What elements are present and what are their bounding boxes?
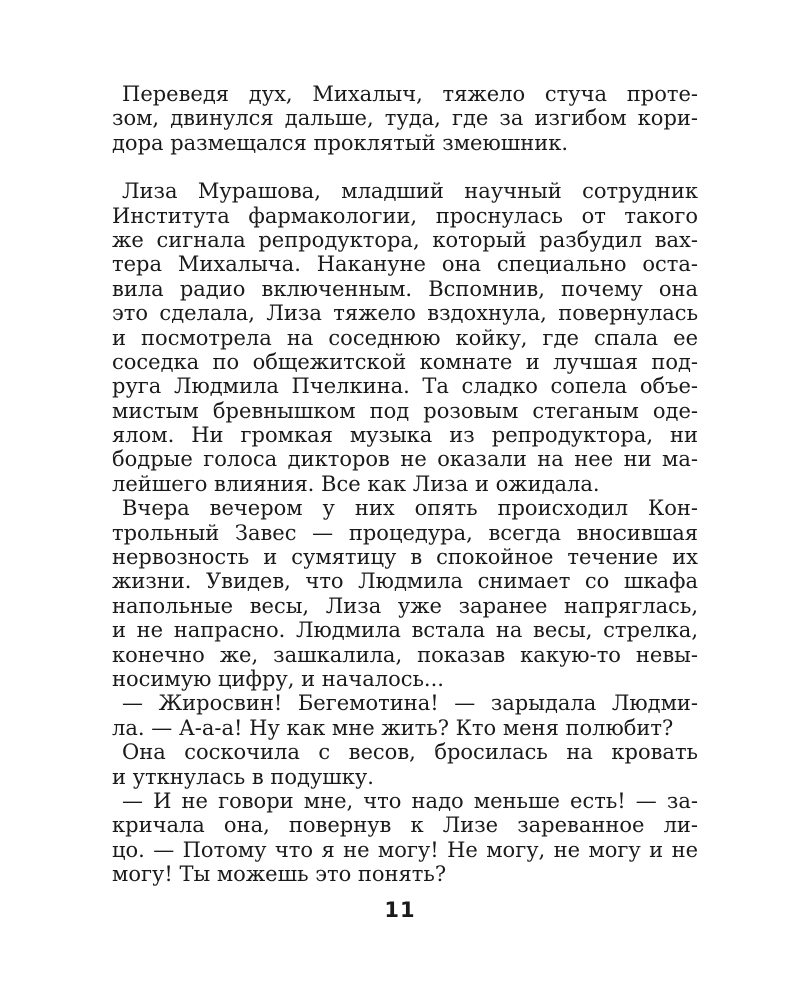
text-line: цо. — Потому что я не могу! Не могу, не могу и не [112, 837, 698, 862]
text-line: конечно же, зашкалила, показав какую-то невы- [112, 642, 698, 667]
text-line: Лиза Мурашова, младший научный сотрудник [122, 179, 698, 204]
text-line: Переведя дух, Михалыч, тяжело стуча проте- [122, 82, 698, 106]
text-line: вила радио включенным. Вспомнив, почему она [112, 276, 698, 301]
text-line: руга Людмила Пчелкина. Та сладко сопела объе- [112, 374, 698, 399]
paragraph-2 [112, 179, 698, 496]
text-line: — И не говори мне, что надо меньше есть! — за- [122, 788, 698, 813]
text-line: носимую цифру, и началось... [112, 666, 444, 691]
text-line: ла. — А-а-а! Ну как мне жить? Кто меня полюбит? [112, 715, 674, 740]
text-line: жизни. Увидев, что Людмила снимает со шкафа [112, 569, 698, 594]
text-line: и не напрасно. Людмила встала на весы, стрелка, [112, 618, 698, 643]
text-line: бодрые голоса дикторов не оказали на нее ни ма- [112, 447, 698, 472]
text-line: же сигнала репродуктора, который разбудил вах- [112, 227, 698, 252]
text-line: соседка по общежитской комнате и лучшая под- [112, 349, 698, 374]
paragraph-3 [112, 496, 698, 691]
text-line: Она соскочила с весов, бросилась на кровать [122, 740, 698, 765]
text-line: кричала она, повернув к Лизе зареванное ли- [112, 813, 698, 838]
text-line: зом, двинулся дальше, туда, где за изгибом кори- [112, 106, 698, 131]
paragraph-4-dialogue [112, 691, 698, 740]
text-line: напольные весы, Лиза уже заранее напряглась, [112, 593, 698, 618]
paragraph-5 [112, 740, 698, 789]
text-line: Вчера вечером у них опять происходил Кон- [122, 496, 698, 521]
text-line: дора размещался проклятый змеюшник. [112, 130, 569, 155]
text-line: лейшего влияния. Все как Лиза и ожидала. [112, 471, 600, 496]
paragraph-6-dialogue [112, 789, 698, 887]
text-line: трольный Завес — процедура, всегда вносившая [112, 520, 698, 545]
text-line: Института фармакологии, проснулась от такого [112, 203, 698, 228]
text-line: нервозность и сумятицу в спокойное течение их [112, 545, 698, 570]
page-number: 11 [384, 898, 416, 922]
text-line: тера Михалыча. Накануне она специально оста- [112, 252, 698, 277]
text-line: могу! Ты можешь это понять? [112, 862, 447, 887]
text-line: мистым бревнышком под розовым стеганым оде- [112, 398, 698, 423]
section-break [112, 155, 698, 179]
text-line: и посмотрела на соседнюю койку, где спала ее [112, 325, 698, 350]
text-line: ялом. Ни громкая музыка из репродуктора, ни [112, 423, 698, 448]
text-line: и уткнулась в подушку. [112, 764, 374, 789]
book-page-text [112, 82, 698, 887]
text-line: это сделала, Лиза тяжело вздохнула, повернулась [112, 301, 698, 326]
text-line: — Жиросвин! Бегемотина! — зарыдала Людми- [122, 691, 698, 716]
paragraph-1 [112, 82, 698, 155]
